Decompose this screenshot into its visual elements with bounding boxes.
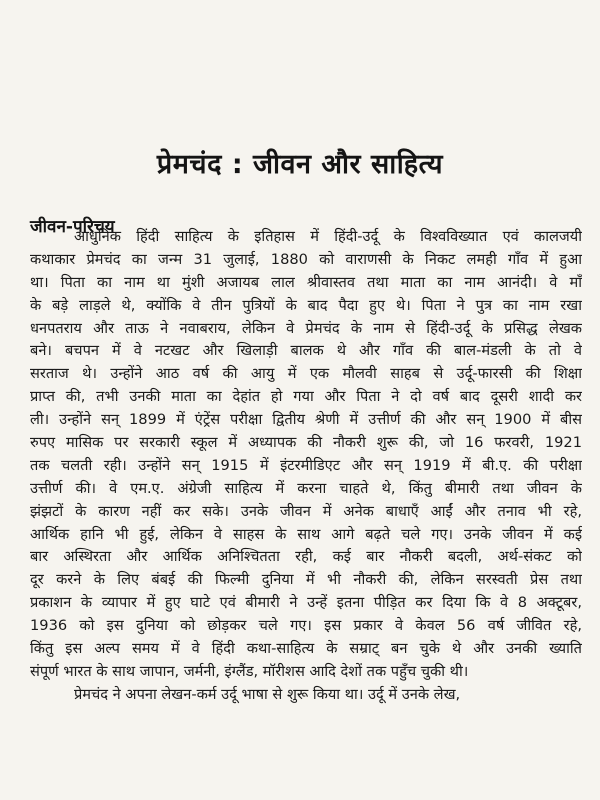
text-line: प्राप्त की, तभी उनकी माता का देहांत हो गया और पिता ने दो वर्ष बाद दूसरी शादी कर [30, 388, 582, 406]
text-line: सरताज थे। उन्होंने आठ वर्ष की आयु में एक मौलवी साहब से उर्दू-फारसी की शिक्षा [30, 365, 582, 383]
text-line: तक चलती रही। उन्होंने सन् 1915 में इंटरमीडिएट और सन् 1919 में बी.ए. की परीक्षा [30, 456, 582, 474]
text-line: रुपए मासिक पर सरकारी स्कूल में अध्यापक की नौकरी शुरू की, जो 16 फरवरी, 1921 [30, 434, 582, 452]
text-line: कथाकार प्रेमचंद का जन्म 31 जुलाई, 1880 को वाराणसी के निकट लमही गाँव में हुआ [30, 250, 582, 268]
text-line: धनपतराय और ताऊ ने नवाबराय, लेकिन वे प्रेमचंद के नाम से हिंदी-उर्दू के प्रसिद्ध लेखक [30, 319, 582, 337]
text-line: आधुनिक हिंदी साहित्य के इतिहास में हिंदी-उर्दू के विश्वविख्यात एवं कालजयी [74, 228, 582, 245]
text-line: प्रकाशन के व्यापार में हुए घाटे एवं बीमारी ने उन्हें इतना पीड़ित कर दिया कि वे 8 अक्टूबर, [30, 594, 582, 612]
text-line: के बड़े लाड़ले थे, क्योंकि वे तीन पुत्रियों के बाद पैदा हुए थे। पिता ने पुत्र का नाम रखा [30, 296, 582, 314]
text-line: 1936 को इस दुनिया को छोड़कर चले गए। इस प्रकार वे केवल 56 वर्ष जीवित रहे, [30, 617, 582, 635]
text-line: ली। उन्होंने सन् 1899 में एंट्रेंस परीक्षा द्वितीय श्रेणी में उत्तीर्ण की और सन् 1900 में बीस [30, 411, 582, 429]
text-line: उत्तीर्ण की। वे एम.ए. अंग्रेजी साहित्य में करना चाहते थे, किंतु बीमारी तथा जीवन के [30, 479, 582, 497]
text-line: बने। बचपन में वे नटखट और खिलाड़ी बालक थे और गाँव की बाल-मंडली के तो वे [30, 342, 582, 360]
text-line: बार अस्थिरता और आर्थिक अनिश्चितता रही, कई बार नौकरी बदली, अर्थ-संकट को [30, 548, 582, 566]
text-line: आर्थिक हानि भी हुई, लेकिन वे साहस के साथ आगे बढ़ते चले गए। उनके जीवन में कई [30, 525, 582, 543]
paragraph-body [30, 226, 582, 707]
text-line: संपूर्ण भारत के साथ जापान, जर्मनी, इंग्लैंड, मॉरीशस आदि देशों तक पहुँच चुकी थी। [30, 662, 469, 680]
chapter-title: प्रेमचंद : जीवन और साहित्य [156, 149, 444, 181]
section-heading: जीवन-परिचय [30, 217, 115, 238]
text-line: दूर करने के लिए बंबई की फिल्मी दुनिया में भी नौकरी की, लेकिन सरस्वती प्रेस तथा [30, 571, 582, 589]
text-line: प्रेमचंद ने अपना लेखन-कर्म उर्दू भाषा से शुरू किया था। उर्दू में उनके लेख, [74, 685, 461, 703]
text-line: झंझटों के कारण नहीं कर सके। उनके जीवन में अनेक बाधाएँ आईं और तनाव भी रहे, [30, 502, 582, 520]
text-line: था। पिता का नाम था मुंशी अजायब लाल श्रीवास्तव तथा माता का नाम आनंदी। वे माँ [30, 273, 582, 291]
text-line: किंतु इस अल्प समय में वे हिंदी कथा-साहित्य के सम्राट् बन चुके थे और उनकी ख्याति [30, 640, 582, 658]
